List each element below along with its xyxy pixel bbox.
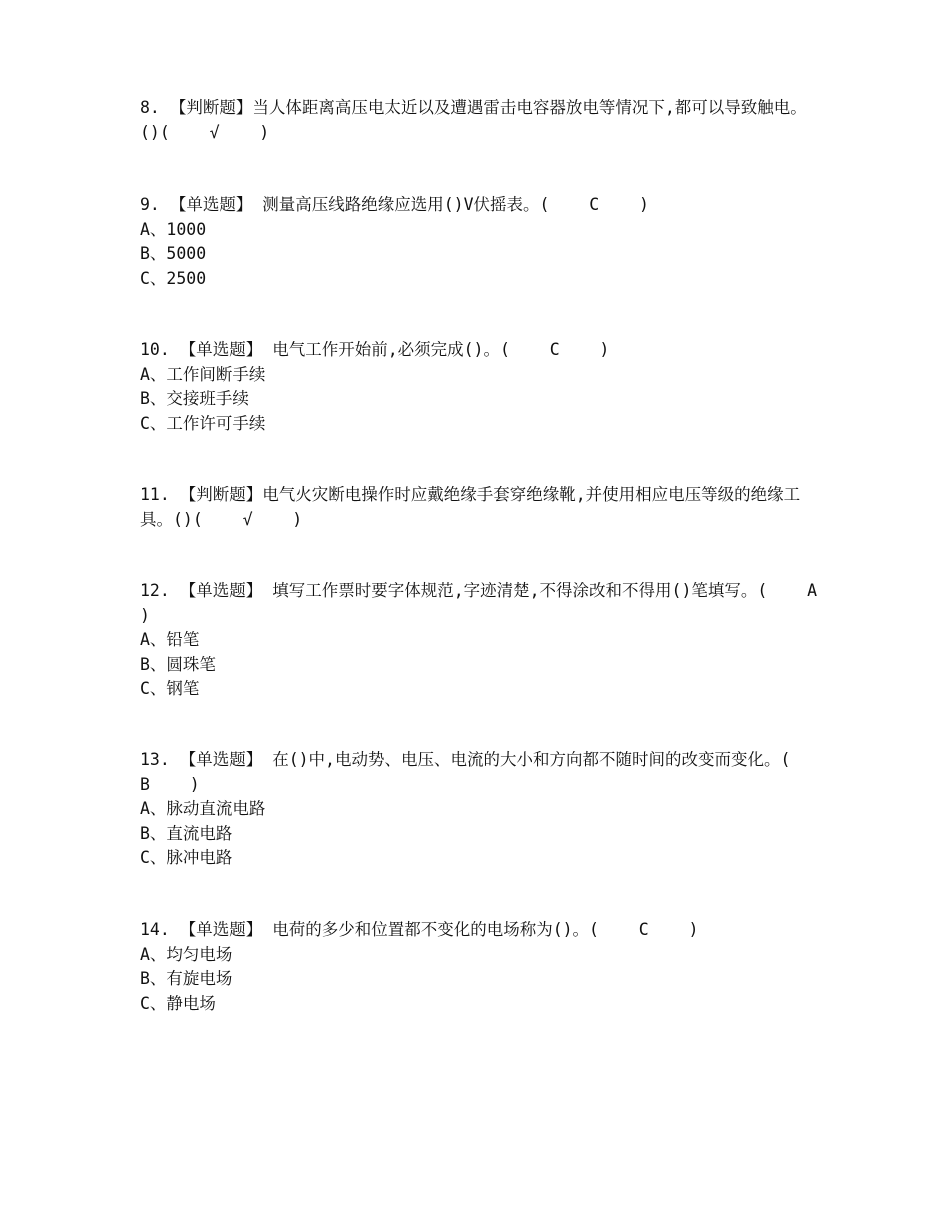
question-number: 11.	[140, 485, 170, 504]
question-10	[140, 338, 820, 436]
question-type: 【单选题】	[169, 195, 253, 214]
question-number: 14.	[140, 920, 170, 939]
question-text: 当人体距离高压电太近以及遭遇雷击电容器放电等情况下,都可以导致触电。()(	[140, 98, 807, 142]
question-stem	[140, 338, 820, 363]
question-type: 【单选题】	[179, 340, 263, 359]
question-type: 【单选题】	[179, 750, 263, 769]
answer-close: )	[189, 774, 200, 794]
answer-mark: √	[242, 509, 253, 529]
answer-close: )	[140, 605, 150, 625]
option-a: A、工作间断手续	[140, 364, 266, 384]
option-b: B、5000	[140, 244, 207, 263]
answer-mark: √	[209, 122, 220, 142]
answer-mark: C	[638, 920, 649, 939]
question-number: 10.	[140, 340, 170, 359]
option-c: C、脉冲电路	[140, 848, 233, 867]
question-12	[140, 579, 820, 702]
answer-close: )	[638, 195, 649, 214]
option-c: C、钢笔	[140, 679, 200, 698]
option-c: C、2500	[140, 268, 207, 288]
question-text: 测量高压线路绝缘应选用()V伏摇表。(	[262, 195, 550, 214]
question-8	[140, 96, 820, 145]
question-stem	[140, 483, 820, 532]
question-stem	[140, 579, 820, 628]
question-type: 【判断题】	[179, 485, 263, 504]
option-a: A、均匀电场	[140, 944, 233, 964]
question-number: 13.	[140, 750, 170, 769]
question-11	[140, 483, 820, 532]
question-text: 填写工作票时要字体规范,字迹清楚,不得涂改和不得用()笔填写。(	[272, 581, 768, 600]
option-a: A、1000	[140, 219, 207, 239]
answer-mark: C	[589, 195, 600, 214]
option-b: B、直流电路	[140, 823, 233, 843]
question-stem	[140, 748, 820, 797]
option-c: C、静电场	[140, 993, 216, 1013]
option-b: B、圆珠笔	[140, 654, 216, 674]
option-b: B、有旋电场	[140, 969, 233, 988]
answer-close: )	[292, 509, 303, 529]
question-13	[140, 748, 820, 871]
option-c: C、工作许可手续	[140, 413, 266, 433]
question-number: 12.	[140, 581, 170, 600]
question-14	[140, 918, 820, 1016]
answer-close: )	[259, 122, 270, 142]
question-stem	[140, 918, 820, 943]
question-text: 电荷的多少和位置都不变化的电场称为()。(	[272, 920, 599, 939]
answer-mark: A	[807, 581, 818, 600]
option-a: A、铅笔	[140, 630, 200, 649]
question-text: 电气火灾断电操作时应戴绝缘手套穿绝缘靴,并使用相应电压等级的绝缘工具。()(	[140, 485, 801, 529]
question-type: 【判断题】	[169, 98, 253, 117]
option-b: B、交接班手续	[140, 389, 249, 408]
option-a: A、脉动直流电路	[140, 799, 266, 818]
answer-mark: B	[140, 774, 150, 794]
question-number: 9.	[140, 195, 160, 214]
question-type: 【单选题】	[179, 920, 263, 939]
answer-close: )	[688, 920, 699, 939]
answer-close: )	[599, 340, 610, 359]
answer-mark: C	[549, 340, 560, 359]
question-type: 【单选题】	[179, 581, 263, 600]
question-number: 8.	[140, 98, 160, 117]
question-stem	[140, 193, 820, 218]
question-stem	[140, 96, 820, 145]
question-text: 电气工作开始前,必须完成()。(	[272, 340, 510, 359]
question-9	[140, 193, 820, 291]
question-text: 在()中,电动势、电压、电流的大小和方向都不随时间的改变而变化。(	[272, 750, 791, 769]
